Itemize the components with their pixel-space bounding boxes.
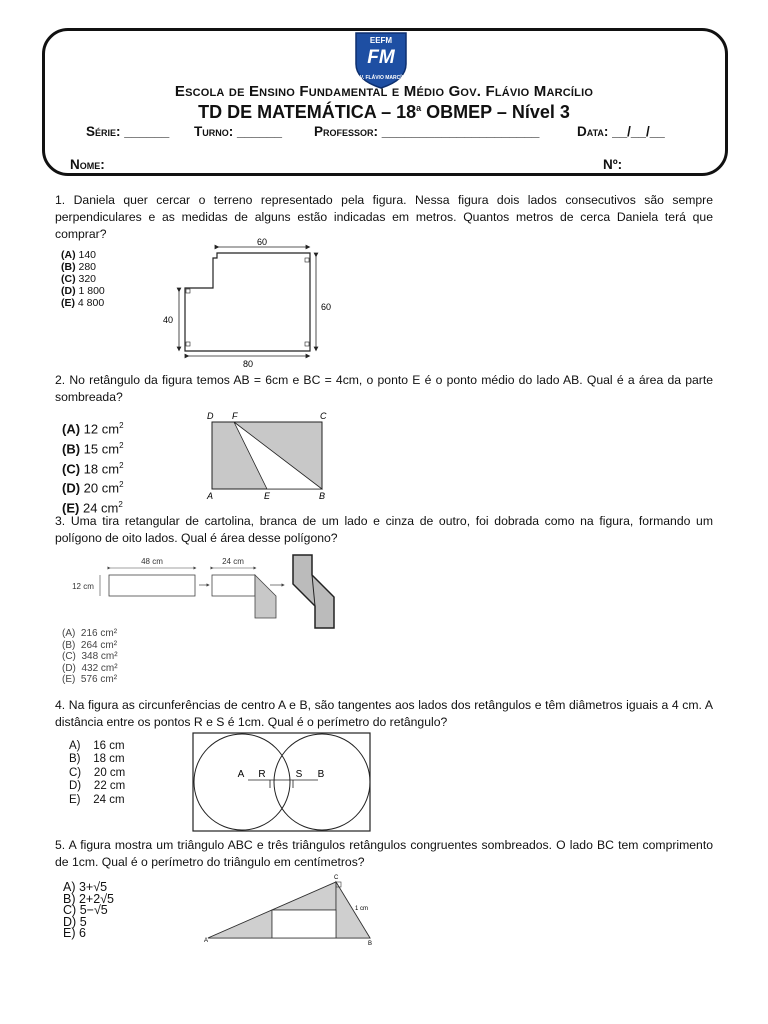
q4-option-a: A) 16 cm <box>69 740 125 752</box>
turno-field: Turno: ______ <box>194 124 283 139</box>
q3-option-d: (D) 432 cm² <box>62 662 118 674</box>
question-1-options <box>61 249 105 309</box>
question-2-text: 2. No retângulo da figura temos AB = 6cm e BC = 4cm, o ponto E é o ponto médio do lado AB. Qual é a área da parte sombreada? <box>55 373 713 404</box>
q4-option-d: D) 22 cm <box>69 780 126 793</box>
q1-option-e: (E) 4 800 <box>61 297 105 309</box>
serie-field: Série: ______ <box>86 124 170 139</box>
q5-label-a: A <box>204 938 209 944</box>
logo-text: EEFM <box>369 36 393 45</box>
q2-label-e: E <box>264 491 271 501</box>
question-2-options <box>62 418 124 517</box>
q3-option-c: (C) 348 cm² <box>62 651 118 662</box>
q2-option-d: (D) 20 $cm^2$ <box>62 480 124 496</box>
q4-label-r: R <box>258 769 266 780</box>
q5-option-d: D) 5 <box>63 914 87 929</box>
q1-option-a: (A) 140 <box>61 249 97 261</box>
question-1-figure <box>150 238 350 368</box>
q1-option-d: (D) 1 800 <box>61 285 105 297</box>
q5-option-a: A) 3+√5 <box>63 880 108 894</box>
q3-option-e: (E) 576 cm² <box>62 674 118 685</box>
q3-label-width: 48 cm <box>141 557 163 566</box>
q3-label-fold: 24 cm <box>222 557 244 566</box>
question-4-options <box>69 740 125 807</box>
question-2-figure <box>200 408 340 503</box>
title-sup: a <box>416 103 422 113</box>
logo-initials: FM <box>367 47 395 68</box>
q2-option-b: (B) 15 $cm^2$ <box>62 440 124 457</box>
q2-label-b: B <box>319 491 326 501</box>
q5-option-e: E) 6 <box>63 926 86 940</box>
question-5-options <box>63 882 114 940</box>
numero-field: Nº: <box>603 157 623 172</box>
question-5-figure <box>198 870 388 950</box>
question-3-options <box>62 628 118 686</box>
question-4-text: 4. Na figura as circunferências de centro A e B, são tangentes aos lados dos retângulos e têm diâmetros iguais a 4 cm. A distância entre os pontos R e S é 1cm. Qual é o perímetro do retângulo? <box>55 698 713 729</box>
q1-label-top: 60 <box>256 238 268 247</box>
q1-label-left: 40 <box>162 315 174 325</box>
q5-option-b: B) 2+2√5 <box>63 891 115 906</box>
q4-option-e: E) 24 cm <box>69 793 125 806</box>
q4-label-a: A <box>237 769 245 780</box>
q2-label-c: C <box>320 411 327 421</box>
question-5-text: 5. A figura mostra um triângulo ABC e três triângulos retângulos congruentes sombreados. O lado BC tem comprimento de 1cm. Qual é o perímetro do triângulo em centímetros? <box>55 838 713 869</box>
school-name: Escola de Ensino Fundamental e Médio Gov. Flávio Marcílio <box>174 83 594 100</box>
title-prefix: TD DE MATEMÁTICA – 18 <box>198 102 417 122</box>
q3-label-height: 12 cm <box>72 582 94 591</box>
q4-option-c: C) 20 cm <box>69 766 126 779</box>
q1-option-b: (B) 280 <box>61 261 97 273</box>
q4-label-s: S <box>295 769 303 780</box>
q4-label-b: B <box>317 769 325 780</box>
q5-label-c: C <box>334 875 339 881</box>
q2-label-a: A <box>207 491 214 501</box>
q4-option-b: B) 18 cm <box>69 753 125 766</box>
q1-label-bottom: 80 <box>242 359 254 368</box>
professor-field: Professor: _____________________ <box>314 124 540 139</box>
question-3-text: 3. Uma tira retangular de cartolina, branca de um lado e cinza de outro, foi dobrada como na figura, formando um polígono de oito lados. Qual é área desse polígono? <box>55 514 713 545</box>
q2-option-c: (C) 18 $cm^2$ <box>62 460 124 476</box>
school-logo <box>350 30 412 90</box>
q3-option-a: (A) 216 cm² <box>62 628 118 639</box>
q5-label-side: 1 cm <box>355 906 369 912</box>
q2-label-f: F <box>232 411 238 421</box>
q1-option-c: (C) 320 <box>61 273 97 285</box>
title-suffix: OBMEP – Nível 3 <box>421 102 570 122</box>
question-4-figure <box>190 731 374 833</box>
page-title <box>0 102 768 123</box>
nome-field: Nome: <box>70 157 105 172</box>
q2-label-d: D <box>207 411 214 421</box>
q3-option-b: (B) 264 cm² <box>62 639 118 651</box>
q1-label-right: 60 <box>320 302 332 312</box>
question-1-text: 1. Daniela quer cercar o terreno representado pela figura. Nessa figura dois lados consecutivos são sempre perpendiculares e as medidas de alguns estão indicadas em metros. Quantos metros de cerca Daniela terá que comprar? <box>55 193 713 241</box>
question-3-figure <box>60 550 360 630</box>
logo-arc-text: GOV. FLÁVIO MARCÍLIO <box>352 75 410 81</box>
data-field: Data: __/__/__ <box>577 124 665 139</box>
q2-option-a: (A) 12 $cm^2$ <box>62 421 124 437</box>
q2-option-e: (E) 24 $cm^2$ <box>62 500 123 516</box>
q5-label-b: B <box>368 941 373 947</box>
q5-option-c: C) 5−√5 <box>63 903 108 917</box>
